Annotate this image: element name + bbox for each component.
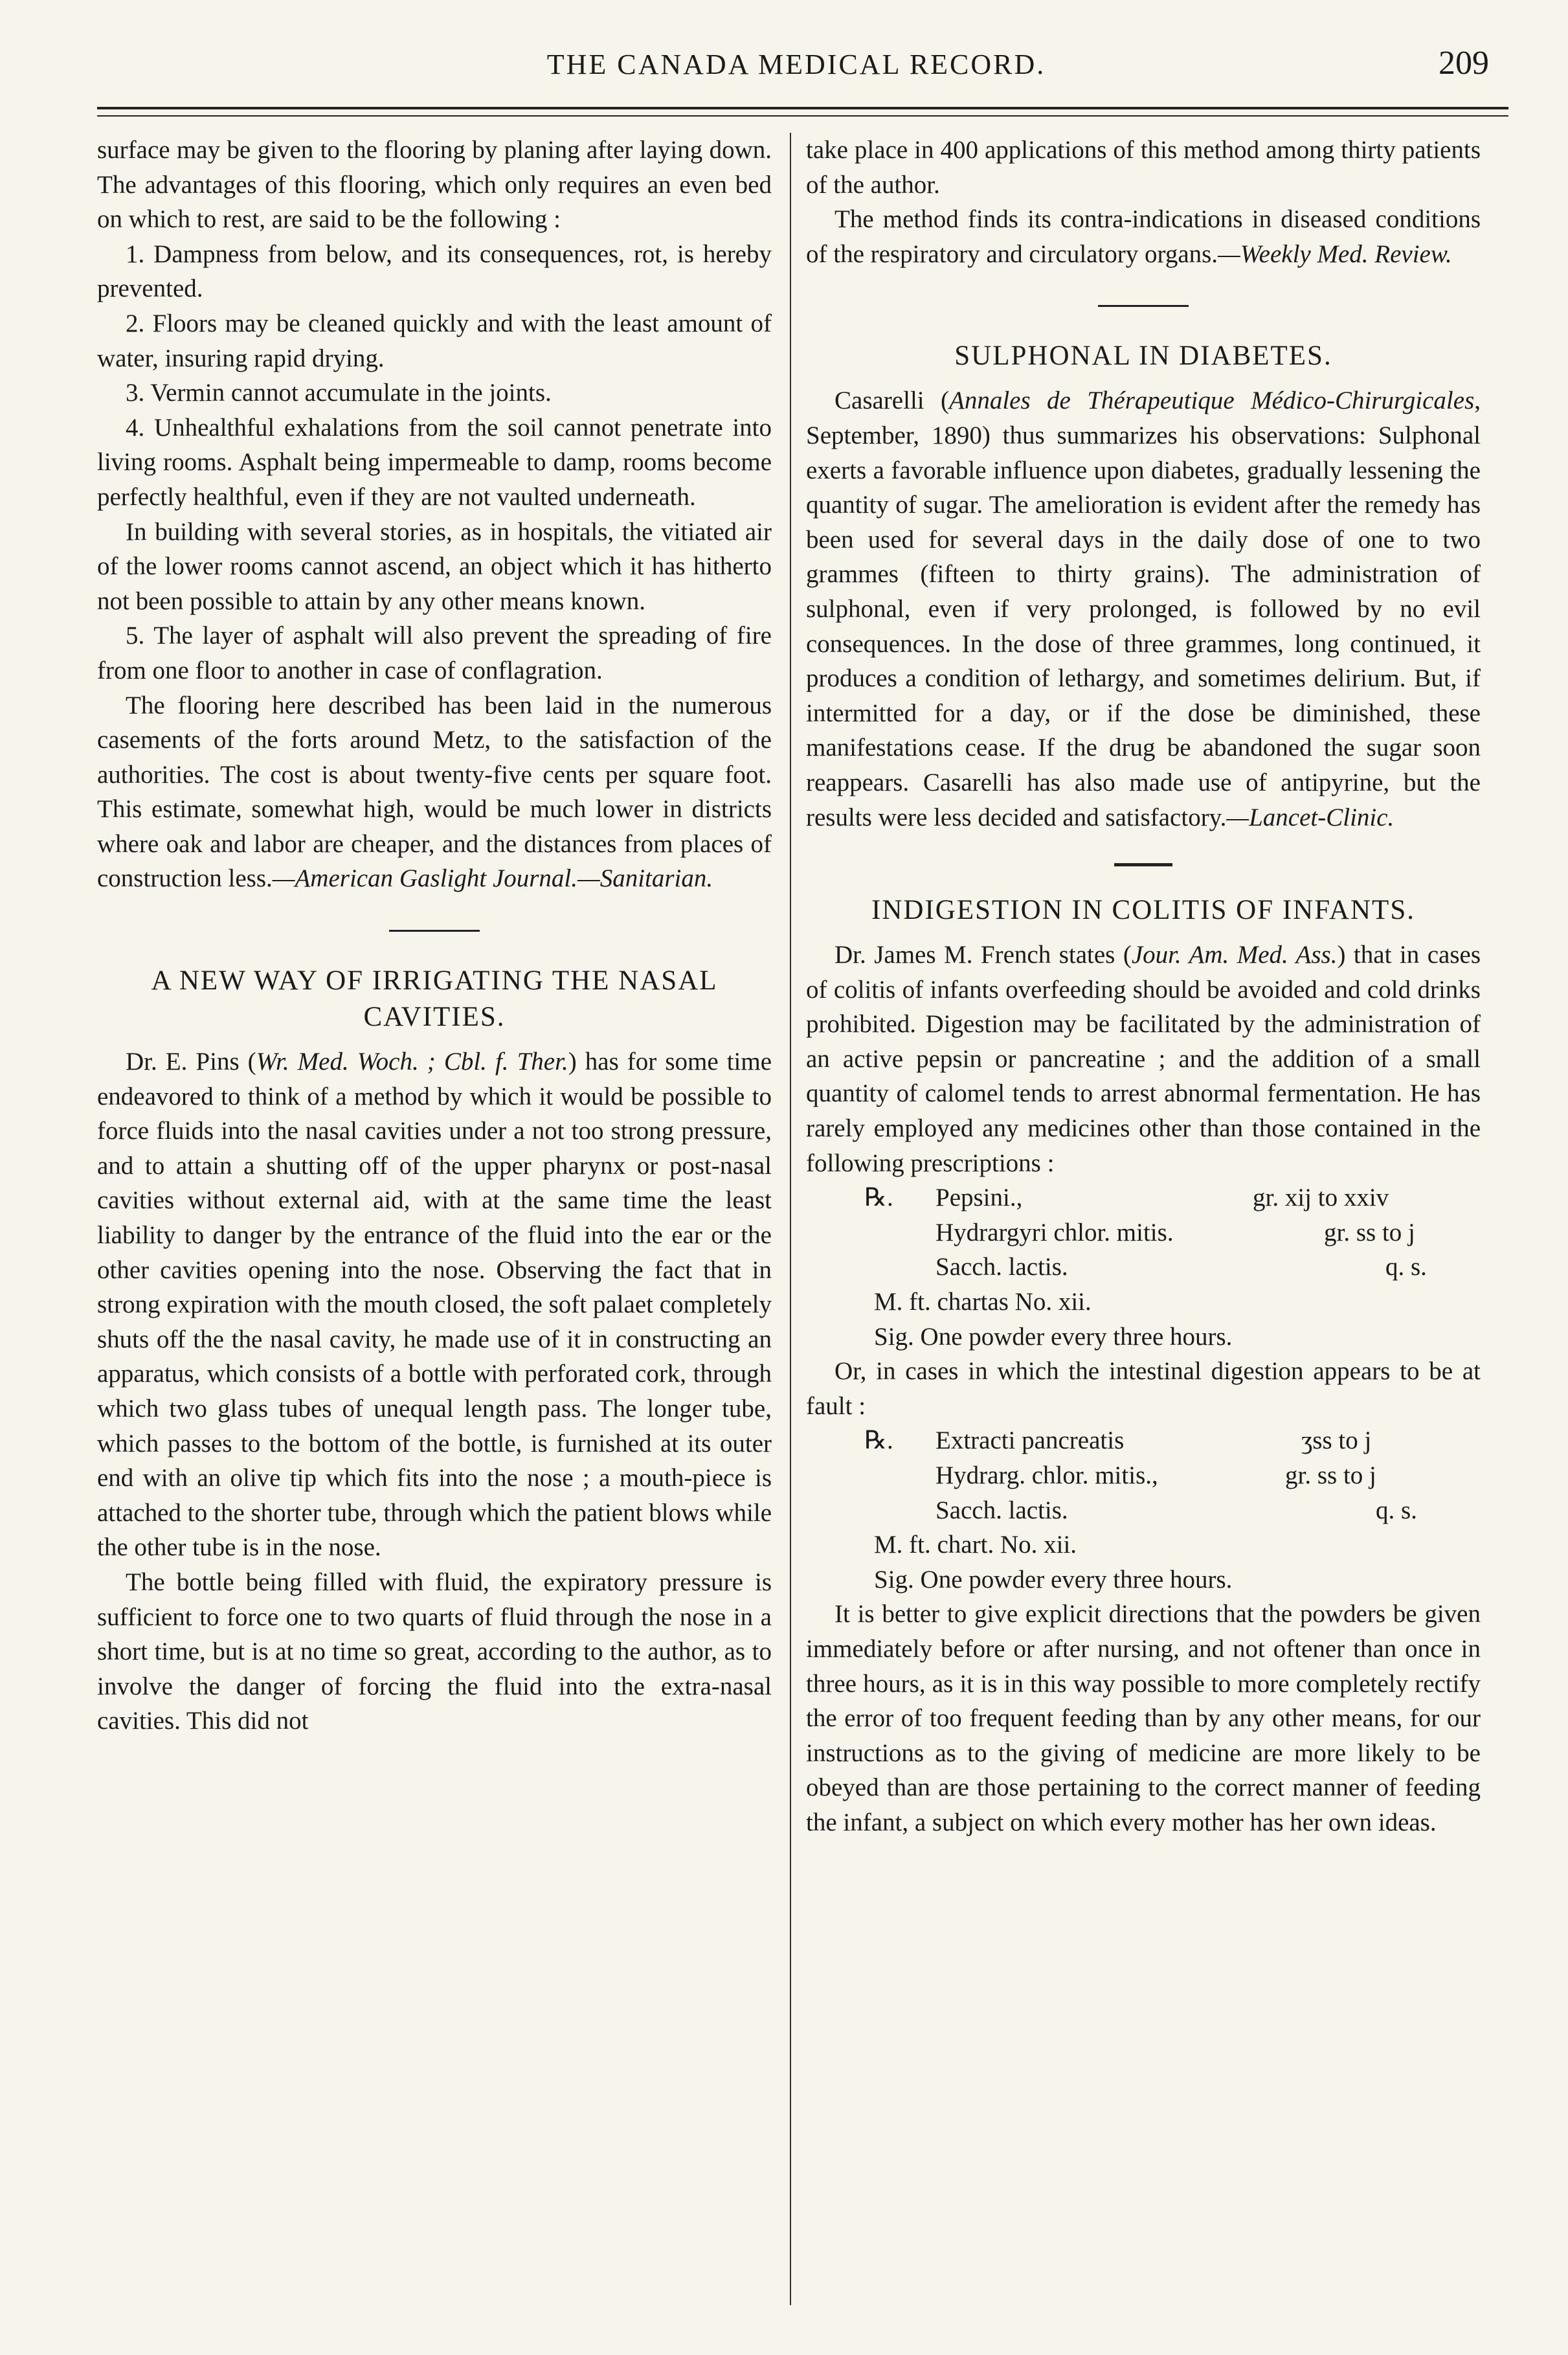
recipe-symbol: ℞. (864, 1426, 893, 1455)
paragraph: take place in 400 applications of this method among thirty patients of the author. (806, 136, 1481, 199)
paragraph: The bottle being filled with fluid, the expiratory pressure is sufficient to force one to two quarts of fluid through the nose in a short time, but is at no time so great, according to the author, as to involve the danger of forcing the fluid into the extra-nasal cavities. This did not (97, 1568, 772, 1735)
paragraph-text: ) that in cases of colitis of infants overfeeding should be avoided and cold drinks prohibited. Digestion may be facilitated by the administration of an active pepsin or pancreatine ; and the addition of a small quantity of calomel tends to arrest abnormal fermentation. He has rarely employed any medicines other than those contained in the following prescriptions : (806, 941, 1481, 1177)
paragraph (97, 688, 772, 897)
drug-dose: q. s. (1385, 1253, 1427, 1281)
prescription-line (806, 1215, 1481, 1250)
page-number: 209 (1439, 45, 1489, 82)
drug-dose: gr. ss to j (1324, 1218, 1415, 1246)
paragraph (97, 1044, 772, 1565)
drug-name: Hydrargyri chlor. mitis. (935, 1218, 1174, 1246)
prescription-line (806, 1250, 1481, 1285)
prescription-1 (806, 1180, 1481, 1354)
paragraph: 5. The layer of asphalt will also prevent the spreading of fire from one floor to another in case of conflagration. (97, 622, 772, 684)
drug-dose: gr. xij to xxiv (1253, 1184, 1389, 1212)
drug-name: Pepsini., (935, 1184, 1023, 1212)
prescription-line (806, 1562, 1481, 1597)
prescription-line (806, 1320, 1481, 1355)
article-heading: A NEW WAY OF IRRIGATING THE NASAL CAVITIES. (151, 965, 718, 1033)
paragraph (806, 383, 1481, 835)
paragraph: 1. Dampness from below, and its consequences, rot, is hereby prevented. (97, 240, 772, 303)
recipe-symbol: ℞. (864, 1184, 893, 1212)
paragraph-text: , September, 1890) thus summarizes his observations: Sulphonal exerts a favorable influence upon diabetes, gradually lessening the quantity of sugar. The amelioration is evident after the remedy has been used for several days in the daily dose of one to two grammes (fifteen to thirty grains). The administration of sulphonal, even if very prolonged, is followed by no evil consequences. In the dose of three grammes, long continued, it produces a condition of lethargy, and sometimes delirium. But, if intermitted for a day, or if the dose be diminished, these manifestations cease. If the drug be abandoned the sugar soon reappears. Casarelli has also made use of antipyrine, but the results were less decided and satisfactory. (806, 387, 1481, 831)
paragraph: 3. Vermin cannot accumulate in the joints. (126, 379, 552, 407)
article-heading: INDIGESTION IN COLITIS OF INFANTS. (871, 895, 1415, 926)
running-title: THE CANADA MEDICAL RECORD. (546, 49, 1046, 80)
prescription-line (806, 1493, 1481, 1528)
column-divider (790, 133, 791, 2305)
paragraph-text: ) has for some time endeavored to think of a method by which it would be possible to force fluids into the nasal cavities under a not too strong pressure, and to attain a shutting off of the upper pharynx or post-nasal cavities without external aid, with at the same time the least liability to danger by the entrance of the fluid into the ear or the other cavities opening into the nose. Observing the fact that in strong expiration with the mouth closed, the soft palaet completely shuts off the the nasal cavity, he made use of it in constructing an apparatus, which consists of a bottle with perforated cork, through which two glass tubes of unequal length pass. The longer tube, which passes to the bottom of the bottle, is furnished at its outer end with an olive tip which fits into the nose ; a mouth-piece is attached to the shorter tube, through which the patient blows while the other tube is in the nose. (97, 1048, 772, 1562)
paragraph (806, 202, 1481, 271)
journal-citation: Jour. Am. Med. Ass. (1131, 941, 1338, 969)
source-citation: —American Gaslight Journal.—Sanitarian. (272, 864, 713, 893)
drug-dose: q. s. (1376, 1496, 1417, 1524)
paragraph-text: Dr. E. Pins ( (126, 1048, 256, 1076)
drug-dose: gr. ss to j (1285, 1461, 1376, 1489)
journal-citation: Annales de Thérapeutique Médico-Chirurgicales (949, 387, 1475, 415)
paragraph: In building with several stories, as in hospitals, the vitiated air of the lower rooms cannot ascend, an object which it has hitherto not been possible to attain by any other means known. (97, 517, 772, 615)
paragraph-text: Casarelli ( (834, 387, 949, 415)
paragraph-text: The flooring here described has been laid in the numerous casements of the forts around Metz, to the satisfaction of the authorities. The cost is about twenty-five cents per square foot. This estimate, somewhat high, would be much lower in districts where oak and labor are cheaper, and the distances from places of construction less. (97, 691, 772, 893)
paragraph: 2. Floors may be cleaned quickly and with the least amount of water, insuring rapid drying. (97, 309, 772, 372)
page-header (97, 39, 1495, 97)
drug-name: Sacch. lactis. (935, 1496, 1068, 1524)
prescription-line (806, 1180, 1481, 1215)
signa-instruction: Sig. One powder every three hours. (874, 1322, 1233, 1351)
section-separator (1098, 305, 1189, 307)
section-separator (1114, 863, 1172, 866)
mixing-instruction: M. ft. chartas No. xii. (874, 1288, 1092, 1316)
drug-name: Sacch. lactis. (935, 1253, 1068, 1281)
paragraph (806, 938, 1481, 1180)
mixing-instruction: M. ft. chart. No. xii. (874, 1531, 1077, 1559)
drug-name: Extracti pancreatis (935, 1426, 1125, 1455)
journal-citation: Wr. Med. Woch. ; Cbl. f. Ther. (256, 1048, 568, 1076)
paragraph-text: Dr. James M. French states ( (834, 941, 1132, 969)
header-rule-thick (97, 107, 1508, 109)
prescription-2 (806, 1423, 1481, 1597)
prescription-line (806, 1527, 1481, 1562)
paragraph: It is better to give explicit directions that the powders be given immediately before or after nursing, and not oftener than once in three hours, as it is in this way possible to more completely rectify the error of too frequent feeding than by any other means, for our instructions as to the giving of medicine are more likely to be obeyed than are those pertaining to the correct manner of feeding the infant, a subject on which every mother has her own ideas. (806, 1600, 1481, 1836)
article-heading: SULPHONAL IN DIABETES. (954, 341, 1332, 372)
header-rule-thin (97, 115, 1508, 117)
left-column (97, 133, 772, 1739)
prescription-line (806, 1458, 1481, 1493)
section-separator (389, 930, 480, 932)
paragraph: 4. Unhealthful exhalations from the soil cannot penetrate into living rooms. Asphalt being impermeable to damp, rooms become perfectly healthful, even if they are not vaulted underneath. (97, 413, 772, 511)
prescription-line (806, 1423, 1481, 1458)
drug-name: Hydrarg. chlor. mitis., (935, 1461, 1158, 1489)
signa-instruction: Sig. One powder every three hours. (874, 1565, 1233, 1594)
right-column (806, 133, 1481, 1840)
source-citation: —Lancet-Clinic. (1226, 803, 1394, 831)
paragraph: Or, in cases in which the intestinal digestion appears to be at fault : (806, 1357, 1481, 1420)
prescription-line (806, 1285, 1481, 1320)
drug-dose: ʒss to j (1301, 1426, 1372, 1455)
paragraph-text: The method finds its contra-indications in diseased conditions of the respiratory and circulatory organs. (806, 205, 1481, 268)
source-citation: —Weekly Med. Review. (1218, 240, 1452, 268)
paragraph: surface may be given to the flooring by planing after laying down. The advantages of this flooring, which only requires an even bed on which to rest, are said to be the following : (97, 136, 772, 234)
